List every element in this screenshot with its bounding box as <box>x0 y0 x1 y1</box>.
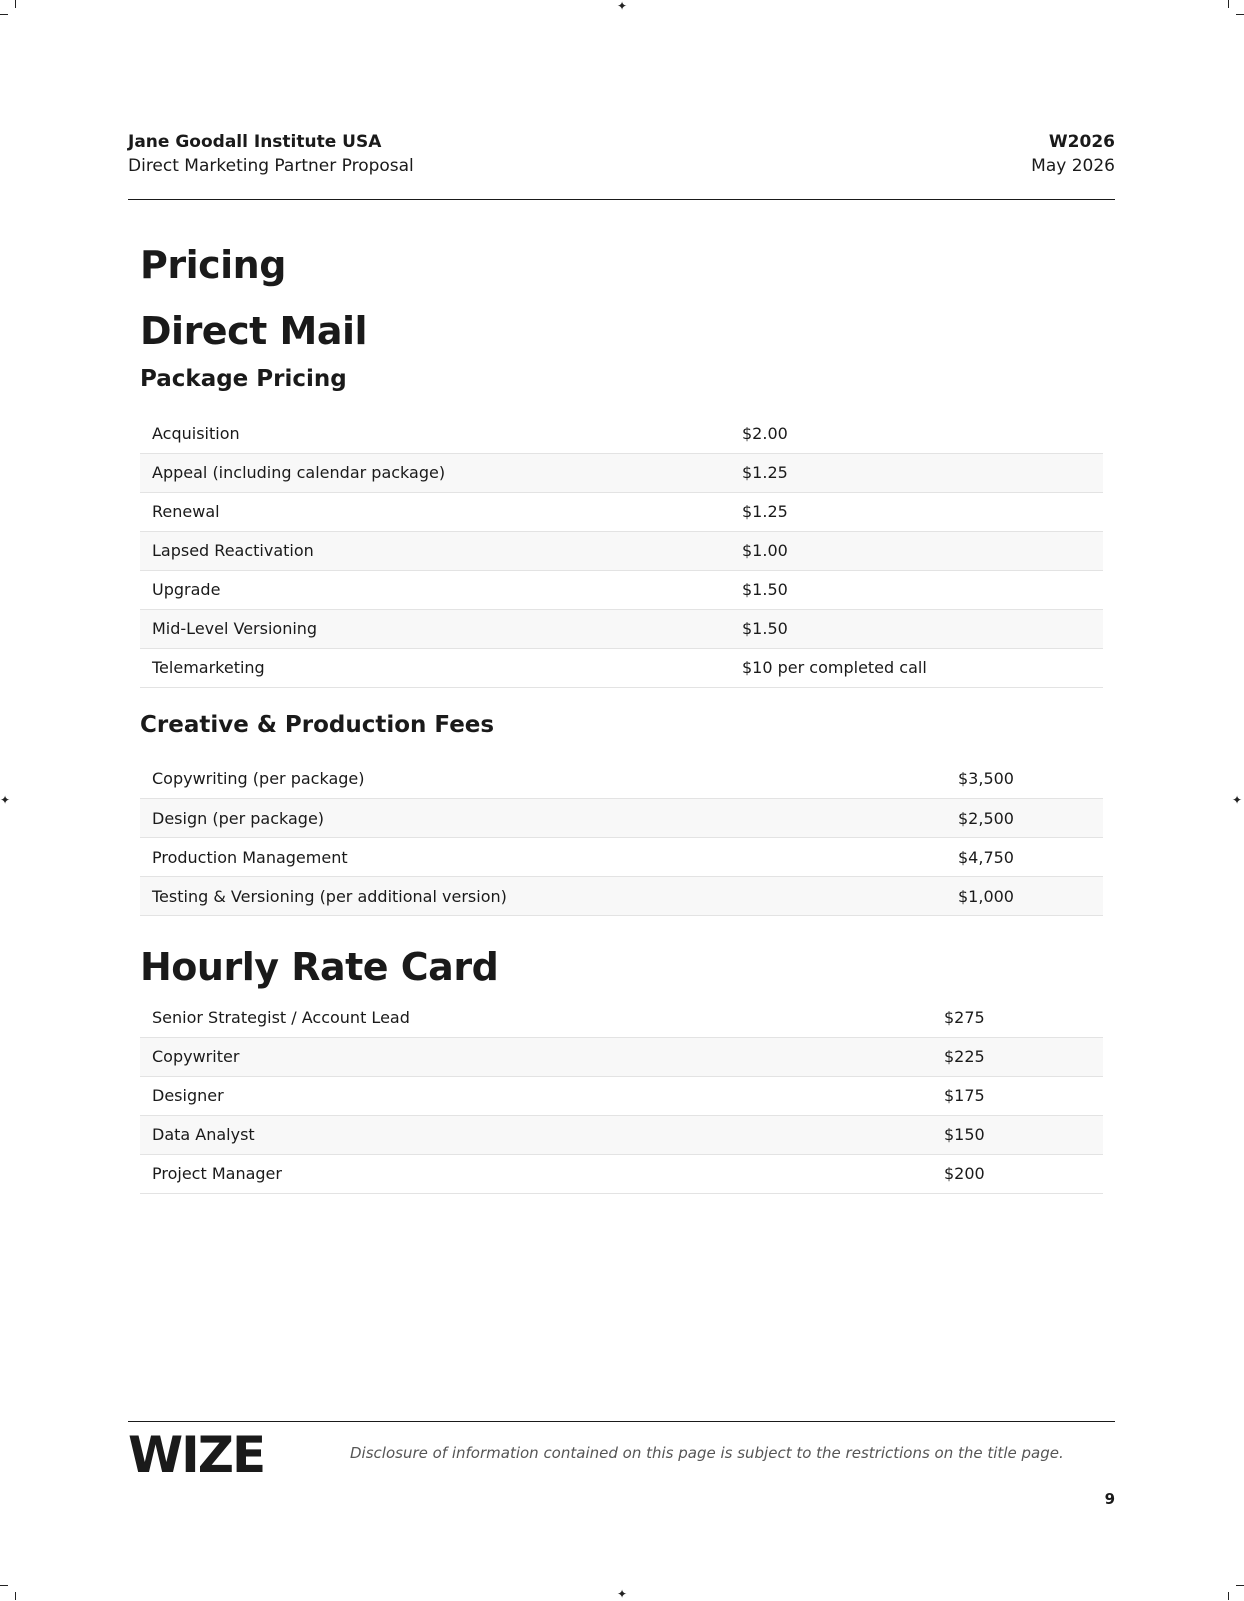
table-row <box>140 760 1103 799</box>
row-label: Senior Strategist / Account Lead <box>140 998 932 1037</box>
row-label: Telemarketing <box>140 648 730 687</box>
row-value: $2.00 <box>730 414 1103 453</box>
disclosure-notice: Disclosure of information contained on this page is subject to the restrictions on the title page. <box>350 1444 1064 1462</box>
page-number: 9 <box>1104 1490 1115 1508</box>
row-label: Copywriter <box>140 1037 932 1076</box>
row-label: Appeal (including calendar package) <box>140 453 730 492</box>
row-label: Data Analyst <box>140 1115 932 1154</box>
subheading-creative-fees: Creative & Production Fees <box>140 711 495 738</box>
table-row <box>140 453 1103 492</box>
table-row <box>140 799 1103 838</box>
row-value: $10 per completed call <box>730 648 1103 687</box>
row-value: $150 <box>932 1115 1103 1154</box>
organization-name: Jane Goodall Institute USA <box>128 132 382 152</box>
row-value: $3,500 <box>946 760 1103 799</box>
package-pricing-table <box>140 414 1103 688</box>
table-row <box>140 1076 1103 1115</box>
table-row <box>140 1154 1103 1193</box>
row-value: $1.25 <box>730 492 1103 531</box>
row-label: Renewal <box>140 492 730 531</box>
section-heading-direct-mail: Direct Mail <box>140 309 368 353</box>
creative-fees-table <box>140 760 1103 917</box>
row-label: Upgrade <box>140 570 730 609</box>
document-title: Direct Marketing Partner Proposal <box>128 156 414 176</box>
table-row <box>140 1115 1103 1154</box>
crop-mark <box>1236 14 1244 15</box>
page-title: Pricing <box>140 243 286 287</box>
row-label: Lapsed Reactivation <box>140 531 730 570</box>
table-row <box>140 609 1103 648</box>
row-value: $1.25 <box>730 453 1103 492</box>
proposal-date: May 2026 <box>1031 156 1115 176</box>
table-row <box>140 414 1103 453</box>
page-header <box>128 130 1115 200</box>
row-value: $225 <box>932 1037 1103 1076</box>
row-value: $275 <box>932 998 1103 1037</box>
registration-mark-icon: ✦ <box>0 793 11 807</box>
main-content <box>140 240 1103 1194</box>
crop-mark <box>0 14 8 15</box>
row-label: Testing & Versioning (per additional version) <box>140 877 946 916</box>
row-value: $1.00 <box>730 531 1103 570</box>
row-label: Acquisition <box>140 414 730 453</box>
row-value: $175 <box>932 1076 1103 1115</box>
crop-mark <box>1228 1592 1229 1600</box>
table-row <box>140 877 1103 916</box>
table-row <box>140 1037 1103 1076</box>
row-value: $200 <box>932 1154 1103 1193</box>
crop-mark <box>0 1585 8 1586</box>
row-value: $4,750 <box>946 838 1103 877</box>
row-label: Project Manager <box>140 1154 932 1193</box>
table-row <box>140 648 1103 687</box>
page-footer <box>128 1421 1115 1508</box>
registration-mark-icon: ✦ <box>617 1587 628 1601</box>
crop-mark <box>1236 1585 1244 1586</box>
table-row <box>140 570 1103 609</box>
registration-mark-icon: ✦ <box>617 0 628 13</box>
row-label: Copywriting (per package) <box>140 760 946 799</box>
row-value: $1.50 <box>730 570 1103 609</box>
row-label: Production Management <box>140 838 946 877</box>
table-row <box>140 492 1103 531</box>
row-value: $1.50 <box>730 609 1103 648</box>
table-row <box>140 838 1103 877</box>
section-heading-hourly-rate-card: Hourly Rate Card <box>140 945 499 989</box>
row-value: $2,500 <box>946 799 1103 838</box>
table-row <box>140 531 1103 570</box>
subheading-package-pricing: Package Pricing <box>140 366 347 392</box>
hourly-rate-table <box>140 998 1103 1194</box>
row-label: Design (per package) <box>140 799 946 838</box>
crop-mark <box>1228 0 1229 8</box>
crop-mark <box>15 1592 16 1600</box>
proposal-code: W2026 <box>1048 132 1115 152</box>
registration-mark-icon: ✦ <box>1232 793 1243 807</box>
crop-mark <box>15 0 16 8</box>
row-label: Mid-Level Versioning <box>140 609 730 648</box>
row-label: Designer <box>140 1076 932 1115</box>
wize-logo: WIZE <box>128 1426 265 1484</box>
row-value: $1,000 <box>946 877 1103 916</box>
table-row <box>140 998 1103 1037</box>
